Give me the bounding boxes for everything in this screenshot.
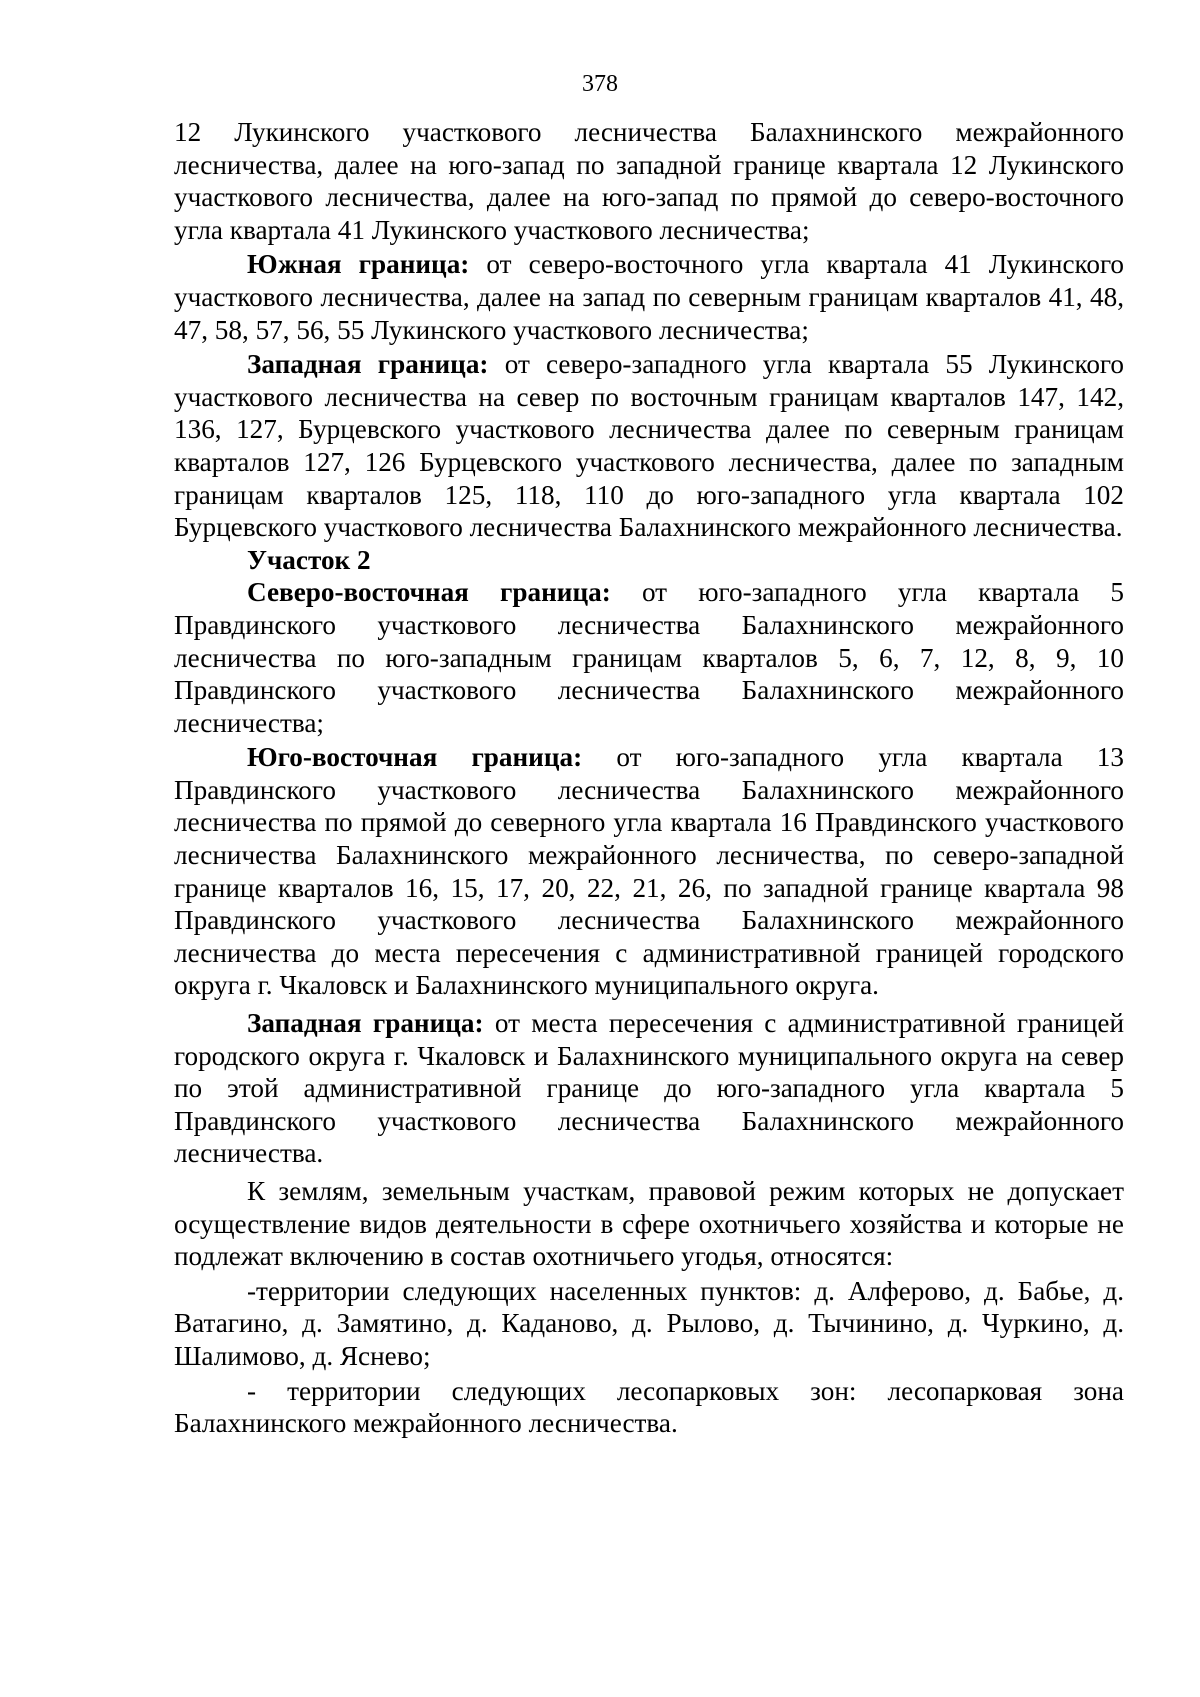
paragraph-text: от северо-западного угла квартала 55 Лукинского участкового лесничества на север по восточным границам кварталов 147, 142, 136, 127, Бурцевского участкового лесничества далее по северным границам кварталов 127, 126 Бурцевского участкового лесничества, далее по западным границам кварталов 125, 118, 110 до юго-западного угла квартала 102 Бурцевского участкового лесничества Балахнинского межрайонного лесничества. — [174, 349, 1124, 543]
paragraph-boundary-continuation — [174, 116, 1124, 246]
paragraph-forest-park-zones — [174, 1375, 1124, 1440]
section-heading: Северо-восточная граница: — [247, 577, 611, 608]
paragraph-text: от юго-западного угла квартала 5 Правдинского участкового лесничества Балахнинского межрайонного лесничества по юго-западным границам кварталов 5, 6, 7, 12, 8, 9, 10 Правдинского участкового лесничества Балахнинского межрайонного лесничества; — [174, 577, 1124, 738]
section-heading: Южная граница: — [247, 249, 470, 280]
paragraph-text: от юго-западного угла квартала 13 Правдинского участкового лесничества Балахнинского межрайонного лесничества по прямой до северного угла квартала 16 Правдинского участкового лесничества Балахнинского межрайонного лесничества, по северо-западной границе кварталов 16, 15, 17, 20, 22, 21, 26, по западной границе квартала 98 Правдинского участкового лесничества Балахнинского межрайонного лесничества до места пересечения с административной границей городского округа г. Чкаловск и Балахнинского муниципального округа. — [174, 742, 1124, 1001]
paragraph-settlements — [174, 1275, 1124, 1373]
paragraph-text: К землям, земельным участкам, правовой режим которых не допускает осуществление видов деятельности в сфере охотничьего хозяйства и которые не подлежат включению в состав охотничьего угодья, относятся: — [174, 1176, 1124, 1272]
page-number: 378 — [582, 71, 618, 97]
paragraph-text: - территории следующих лесопарковых зон: лесопарковая зона Балахнинского межрайонного лесничества. — [174, 1375, 1124, 1439]
document-body — [174, 116, 1124, 1440]
paragraph-plot-2-title — [174, 544, 1124, 577]
paragraph-west-boundary — [174, 348, 1124, 544]
paragraph-southeast-boundary — [174, 741, 1124, 1002]
paragraph-text: 12 Лукинского участкового лесничества Балахнинского межрайонного лесничества, далее на юго-запад по западной границе квартала 12 Лукинского участкового лесничества, далее на юго-запад по прямой до северо-восточного угла квартала 41 Лукинского участкового лесничества; — [174, 117, 1124, 245]
section-heading: Западная граница: — [247, 349, 489, 380]
paragraph-text: -территории следующих населенных пунктов: д. Алферово, д. Бабье, д. Ватагино, д. Замятино, д. Каданово, д. Рылово, д. Тычинино, д. Чуркино, д. Шалимово, д. Яснево; — [174, 1275, 1124, 1371]
paragraph-northeast-boundary — [174, 576, 1124, 739]
paragraph-south-boundary — [174, 248, 1124, 346]
paragraph-west-boundary-plot-2 — [174, 1007, 1124, 1170]
section-heading: Юго-восточная граница: — [247, 742, 583, 773]
section-heading: Участок 2 — [247, 544, 371, 575]
paragraph-excluded-lands — [174, 1175, 1124, 1273]
paragraph-text: от северо-восточного угла квартала 41 Лукинского участкового лесничества, далее на запад по северным границам кварталов 41, 48, 47, 58, 57, 56, 55 Лукинского участкового лесничества; — [174, 249, 1125, 345]
section-heading: Западная граница: — [247, 1008, 484, 1039]
paragraph-text: от места пересечения с административной границей городского округа г. Чкаловск и Балахнинского муниципального округа на север по этой административной границе до юго-западного угла квартала 5 Правдинского участкового лесничества Балахнинского межрайонного лесничества. — [174, 1008, 1124, 1169]
